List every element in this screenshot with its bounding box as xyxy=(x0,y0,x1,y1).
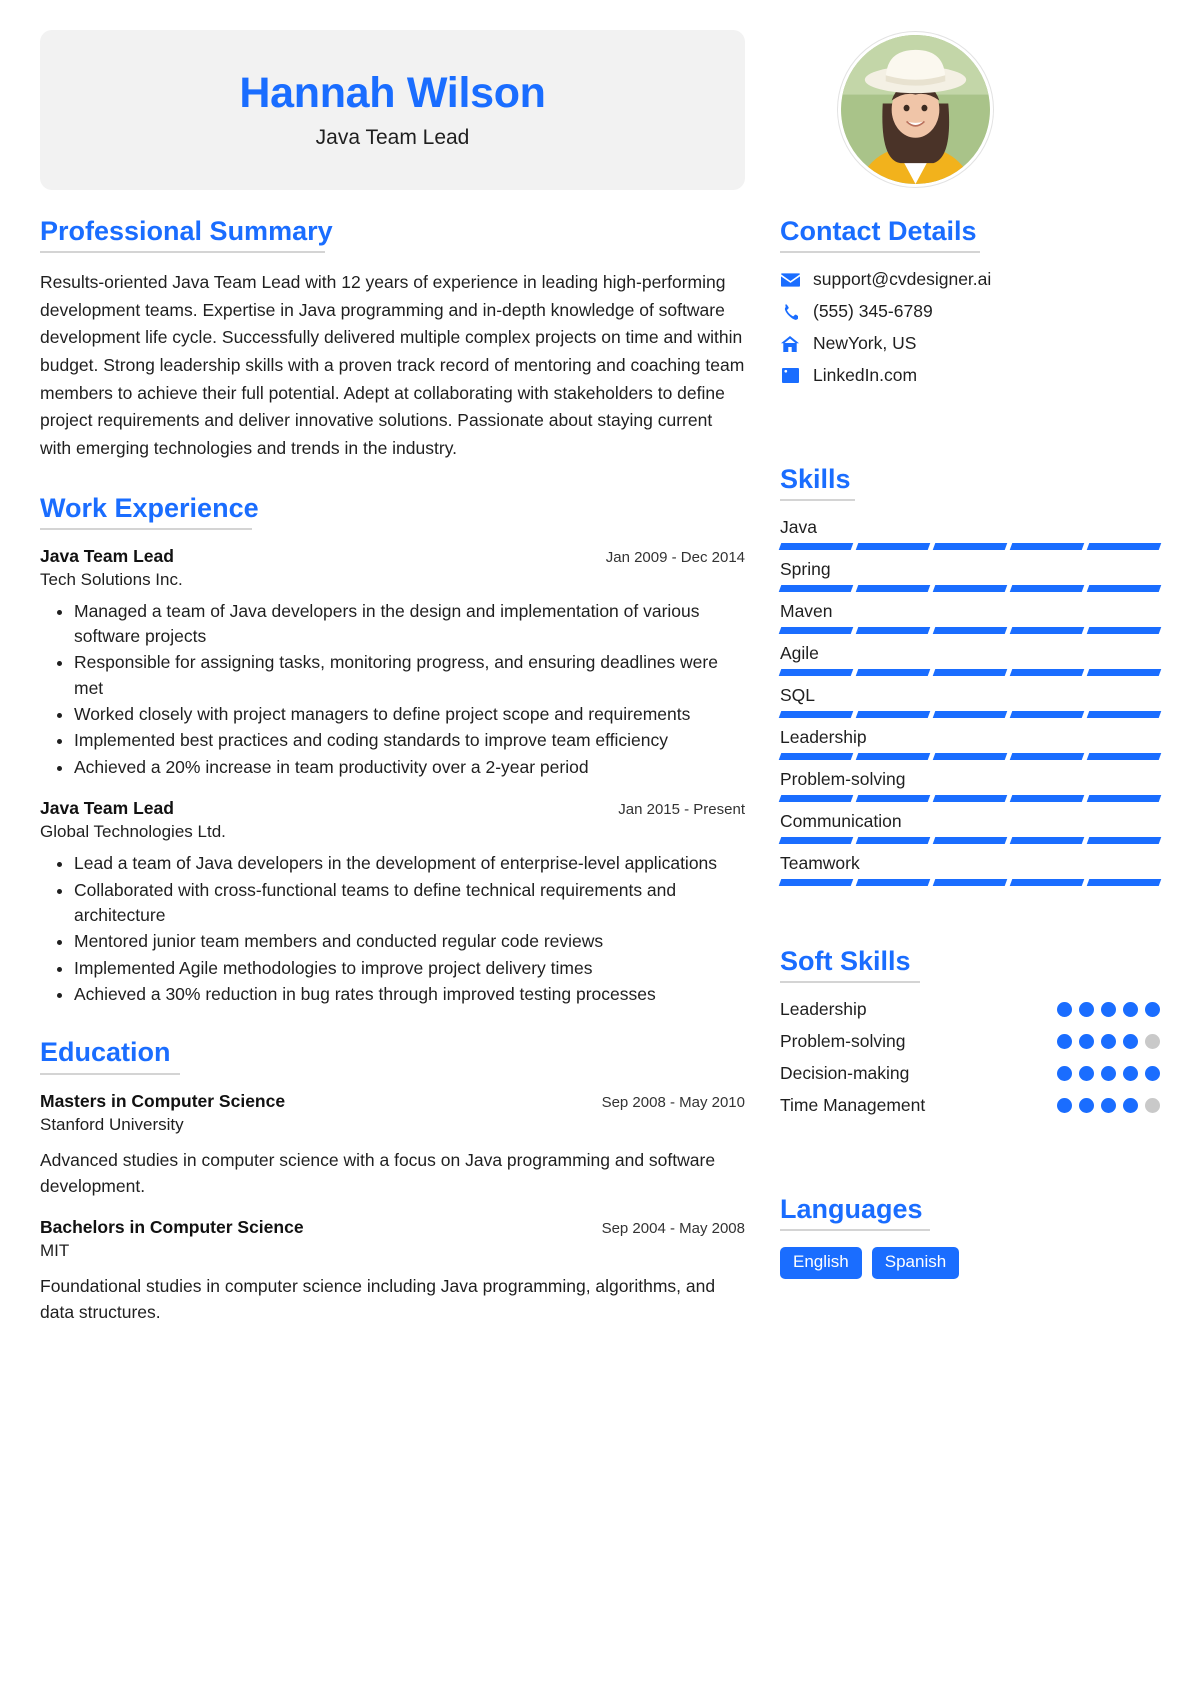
skill-bar-segment xyxy=(856,711,931,718)
work-entry-date: Jan 2015 - Present xyxy=(618,801,745,819)
skill-bar-segment xyxy=(1010,753,1085,760)
education-entry xyxy=(40,1217,745,1326)
rating-dot xyxy=(1145,1066,1160,1081)
rating-dot xyxy=(1079,1098,1094,1113)
list-item: • Implemented best practices and coding standards to improve team efficiency xyxy=(74,728,745,753)
contact-item-location[interactable] xyxy=(780,333,1160,354)
spacer xyxy=(780,916,1160,946)
rating-dot xyxy=(1101,1098,1116,1113)
section-contact-details xyxy=(780,216,1160,386)
skill-bar-segment xyxy=(779,669,854,676)
list-item: • Lead a team of Java developers in the development of enterprise-level applications xyxy=(74,851,745,876)
skill-bar-segment xyxy=(779,837,854,844)
contact-item-email[interactable] xyxy=(780,269,1160,290)
soft-skill-row xyxy=(780,1095,1160,1116)
education-entry-title: Bachelors in Computer Science xyxy=(40,1217,304,1237)
job-title: Java Team Lead xyxy=(315,126,470,150)
section-heading-contact: Contact Details xyxy=(780,216,977,246)
list-item: • Managed a team of Java developers in the design and implementation of various software projects xyxy=(74,599,745,650)
avatar-photo-icon xyxy=(841,35,990,184)
skill-row xyxy=(780,559,1160,592)
skill-row xyxy=(780,685,1160,718)
rating-dot xyxy=(1057,1002,1072,1017)
skill-bar-segment xyxy=(1087,669,1162,676)
skill-name: Leadership xyxy=(780,727,867,748)
email-icon xyxy=(780,273,800,287)
skill-bar-segment xyxy=(933,795,1008,802)
section-work-experience xyxy=(40,493,745,1008)
rating-dot xyxy=(1079,1002,1094,1017)
work-entry-org: Tech Solutions Inc. xyxy=(40,569,183,589)
skill-name: Agile xyxy=(780,643,819,664)
skill-bar-segment xyxy=(779,753,854,760)
avatar xyxy=(838,32,993,187)
rating-dot xyxy=(1145,1002,1160,1017)
work-entry-bullets xyxy=(40,851,745,1007)
skill-bar xyxy=(780,711,1160,718)
skill-bar-segment xyxy=(1087,627,1162,634)
rating-dot xyxy=(1057,1034,1072,1049)
heading-underline xyxy=(40,1073,180,1075)
skill-bar xyxy=(780,669,1160,676)
rating-dot xyxy=(1101,1066,1116,1081)
spacer xyxy=(780,1146,1160,1194)
list-item: • Responsible for assigning tasks, monitoring progress, and ensuring deadlines were met xyxy=(74,650,745,701)
name-card xyxy=(40,30,745,190)
work-entry-date: Jan 2009 - Dec 2014 xyxy=(605,548,745,566)
skill-bar-segment xyxy=(779,627,854,634)
education-entry-description: Foundational studies in computer science including Java programming, algorithms, and data structures. xyxy=(40,1276,716,1323)
skill-name: Problem-solving xyxy=(780,769,906,790)
work-entry xyxy=(40,798,745,1007)
list-item: • Achieved a 30% reduction in bug rates through improved testing processes xyxy=(74,982,745,1007)
language-chip: Spanish xyxy=(872,1247,959,1279)
skill-row xyxy=(780,769,1160,802)
section-heading-work: Work Experience xyxy=(40,492,259,523)
skill-bar-segment xyxy=(1087,585,1162,592)
education-entry-title: Masters in Computer Science xyxy=(40,1090,286,1111)
education-entry xyxy=(40,1091,745,1200)
soft-skill-rating xyxy=(1057,1098,1160,1113)
skill-bar-segment xyxy=(779,711,854,718)
work-entry-bullets xyxy=(40,599,745,781)
skill-bar-segment xyxy=(933,879,1008,886)
rating-dot xyxy=(1123,1098,1138,1113)
soft-skill-row xyxy=(780,1063,1160,1084)
skill-bar-segment xyxy=(933,669,1008,676)
heading-underline xyxy=(780,499,855,501)
skill-bar xyxy=(780,585,1160,592)
rating-dot xyxy=(1123,1034,1138,1049)
skill-bar xyxy=(780,627,1160,634)
skill-name: Teamwork xyxy=(780,853,860,874)
resume-body xyxy=(0,216,1200,1356)
section-languages xyxy=(780,1194,1160,1279)
skill-bar-segment xyxy=(933,543,1008,550)
section-heading-summary: Professional Summary xyxy=(40,216,333,246)
list-item: • Implemented Agile methodologies to improve project delivery times xyxy=(74,956,745,981)
skill-bar-segment xyxy=(779,795,854,802)
skill-bar-segment xyxy=(1087,543,1162,550)
soft-skill-name: Leadership xyxy=(780,999,867,1020)
soft-skill-rating xyxy=(1057,1066,1160,1081)
rating-dot xyxy=(1145,1098,1160,1113)
skill-bar xyxy=(780,795,1160,802)
spacer xyxy=(780,416,1160,464)
right-column xyxy=(745,216,1160,1356)
rating-dot xyxy=(1079,1034,1094,1049)
heading-underline xyxy=(780,1229,930,1231)
rating-dot xyxy=(1057,1098,1072,1113)
list-item: • Achieved a 20% increase in team productivity over a 2-year period xyxy=(74,755,745,780)
skill-name: Spring xyxy=(780,559,831,580)
contact-value-phone: (555) 345-6789 xyxy=(813,301,933,322)
rating-dot xyxy=(1123,1002,1138,1017)
soft-skill-row xyxy=(780,1031,1160,1052)
skill-bar xyxy=(780,879,1160,886)
heading-underline xyxy=(780,981,920,983)
skill-bar-segment xyxy=(1087,837,1162,844)
skill-bar-segment xyxy=(1010,669,1085,676)
skill-bar-segment xyxy=(779,879,854,886)
skill-name: Java xyxy=(780,517,817,538)
rating-dot xyxy=(1057,1066,1072,1081)
page-title: Hannah Wilson xyxy=(239,68,546,117)
skill-bar-segment xyxy=(856,585,931,592)
soft-skill-rating xyxy=(1057,1002,1160,1017)
skill-bar-segment xyxy=(856,795,931,802)
section-soft-skills xyxy=(780,946,1160,1116)
list-item: • Collaborated with cross-functional teams to define technical requirements and architecture xyxy=(74,878,745,929)
soft-skill-row xyxy=(780,999,1160,1020)
skill-bar-segment xyxy=(1010,837,1085,844)
heading-underline xyxy=(780,251,980,253)
skill-name: Maven xyxy=(780,601,833,622)
rating-dot xyxy=(1145,1034,1160,1049)
soft-skill-name: Decision-making xyxy=(780,1063,910,1084)
contact-item-linkedin[interactable] xyxy=(780,365,1160,386)
work-entry-title: Java Team Lead xyxy=(40,798,174,819)
skill-bar-segment xyxy=(933,627,1008,634)
skill-bar xyxy=(780,753,1160,760)
education-entry-description: Advanced studies in computer science with a focus on Java programming and software development. xyxy=(40,1149,716,1196)
skill-name: Communication xyxy=(780,811,902,832)
skill-bar-segment xyxy=(1087,795,1162,802)
skill-row xyxy=(780,643,1160,676)
skill-bar-segment xyxy=(933,837,1008,844)
rating-dot xyxy=(1123,1066,1138,1081)
home-icon xyxy=(780,336,800,352)
section-heading-soft-skills: Soft Skills xyxy=(780,946,911,977)
rating-dot xyxy=(1101,1002,1116,1017)
skill-bar-segment xyxy=(856,837,931,844)
section-heading-education: Education xyxy=(40,1037,171,1068)
skill-bar-segment xyxy=(856,543,931,550)
contact-value-location: NewYork, US xyxy=(813,333,917,354)
section-professional-summary xyxy=(40,216,745,463)
education-entry-org: MIT xyxy=(40,1241,70,1260)
skill-bar-segment xyxy=(779,585,854,592)
section-heading-languages: Languages xyxy=(780,1194,923,1225)
summary-text: Results-oriented Java Team Lead with 12 years of experience in leading high-performing development teams. Expertise in Java programming and in-depth knowledge of software development life cycle. Successfully delivered multiple complex projects on time and within budget. Strong leadership skills with a proven track record of mentoring and coaching team members to achieve their full potential. Adept at collaborating with stakeholders to define project requirements and deliver innovative solutions. Passionate about staying current with emerging technologies and trends in the industry. xyxy=(40,272,745,458)
resume-header xyxy=(0,0,1200,190)
education-entry-date: Sep 2008 - May 2010 xyxy=(601,1093,745,1111)
skill-row xyxy=(780,601,1160,634)
skill-row xyxy=(780,517,1160,550)
section-heading-skills: Skills xyxy=(780,464,851,495)
skill-bar-segment xyxy=(1087,711,1162,718)
soft-skill-name: Problem-solving xyxy=(780,1031,906,1052)
skill-bar-segment xyxy=(1087,753,1162,760)
skill-bar-segment xyxy=(856,753,931,760)
skill-bar-segment xyxy=(1010,795,1085,802)
section-education xyxy=(40,1037,745,1325)
skill-bar-segment xyxy=(856,879,931,886)
skill-bar-segment xyxy=(1010,543,1085,550)
skill-bar-segment xyxy=(933,753,1008,760)
phone-icon xyxy=(780,304,800,320)
heading-underline xyxy=(40,528,252,530)
rating-dot xyxy=(1079,1066,1094,1081)
work-entry-org: Global Technologies Ltd. xyxy=(40,822,226,842)
skill-bar-segment xyxy=(933,585,1008,592)
work-entry-title: Java Team Lead xyxy=(40,545,174,566)
skill-row xyxy=(780,811,1160,844)
soft-skill-name: Time Management xyxy=(780,1095,926,1116)
left-column xyxy=(40,216,745,1356)
contact-value-email: support@cvdesigner.ai xyxy=(813,269,992,290)
soft-skill-rating xyxy=(1057,1034,1160,1049)
skill-bar-segment xyxy=(856,669,931,676)
skill-bar-segment xyxy=(1010,711,1085,718)
contact-value-linkedin: LinkedIn.com xyxy=(813,365,918,386)
skill-bar-segment xyxy=(1010,585,1085,592)
skill-bar-segment xyxy=(779,543,854,550)
skill-bar xyxy=(780,543,1160,550)
heading-underline xyxy=(40,251,325,253)
skill-row xyxy=(780,853,1160,886)
list-item: • Worked closely with project managers to define project scope and requirements xyxy=(74,702,745,727)
rating-dot xyxy=(1101,1034,1116,1049)
skill-bar-segment xyxy=(1087,879,1162,886)
section-skills xyxy=(780,464,1160,886)
contact-item-phone[interactable] xyxy=(780,301,1160,322)
work-entry xyxy=(40,546,745,781)
skill-bar-segment xyxy=(933,711,1008,718)
skill-name: SQL xyxy=(780,685,816,706)
skill-bar xyxy=(780,837,1160,844)
linkedin-icon xyxy=(780,367,800,384)
education-entry-date: Sep 2004 - May 2008 xyxy=(601,1220,745,1237)
list-item: • Mentored junior team members and conducted regular code reviews xyxy=(74,929,745,954)
education-entry-org: Stanford University xyxy=(40,1114,184,1134)
skill-bar-segment xyxy=(856,627,931,634)
skill-bar-segment xyxy=(1010,879,1085,886)
skill-row xyxy=(780,727,1160,760)
skill-bar-segment xyxy=(1010,627,1085,634)
language-chip: English xyxy=(780,1247,862,1279)
